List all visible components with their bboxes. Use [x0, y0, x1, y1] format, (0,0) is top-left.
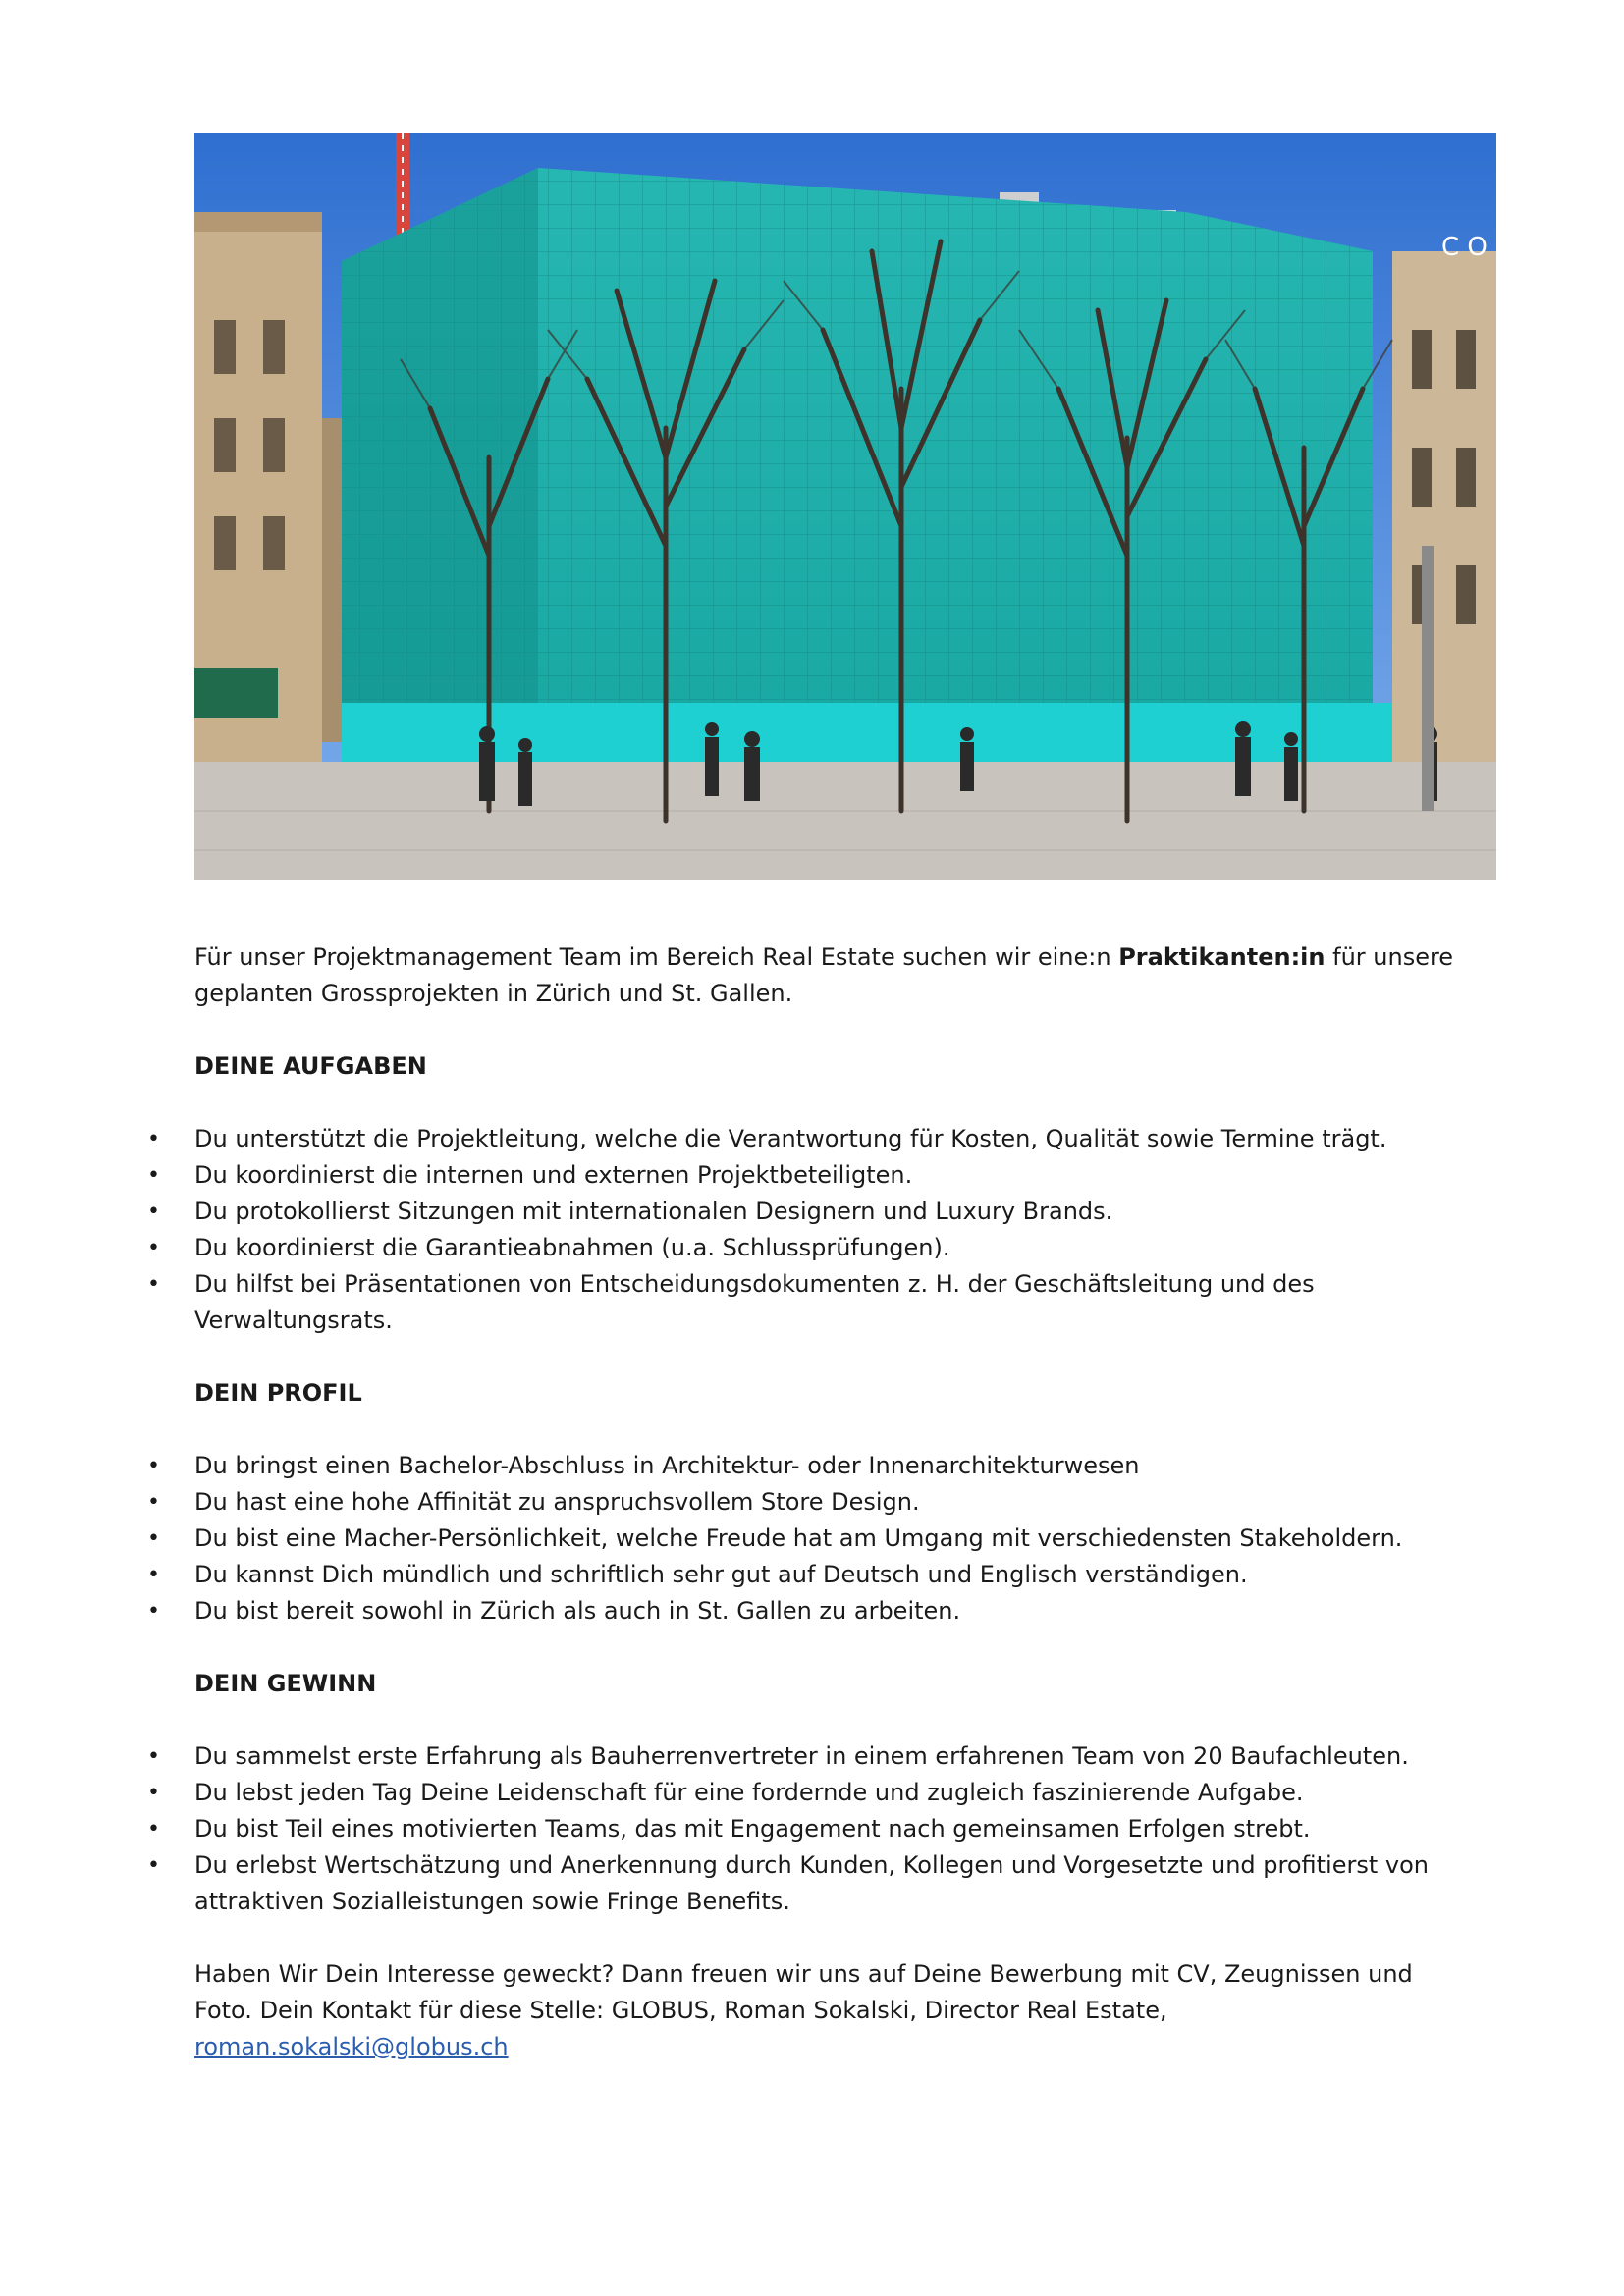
position-title: Praktikanten:in: [1118, 943, 1326, 971]
closing-text: Haben Wir Dein Interesse geweckt? Dann freuen wir uns auf Deine Bewerbung mit CV, Zeugnissen und Foto. Dein Kontakt für diese Stelle: GLOBUS, Roman Sokalski, Director Real Estate,: [194, 1960, 1413, 2024]
list-item-text: Du unterstützt die Projektleitung, welche die Verantwortung für Kosten, Qualität sowie Termine trägt.: [194, 1125, 1387, 1152]
bullet-icon: •: [147, 1454, 160, 1478]
intro-paragraph: [194, 939, 1471, 1012]
job-description: [147, 939, 1471, 2089]
list-item-text: Du bringst einen Bachelor-Abschluss in Architektur- oder Innenarchitekturwesen: [194, 1452, 1140, 1479]
bullet-icon: •: [147, 1200, 160, 1224]
list-item-text: Du lebst jeden Tag Deine Leidenschaft für eine fordernde und zugleich faszinierende Aufgabe.: [194, 1779, 1304, 1806]
list-gewinn: [147, 1738, 1471, 1920]
list-item-text: Du hilfst bei Präsentationen von Entscheidungsdokumenten z. H. der Geschäftsleitung und des Verwaltungsrats.: [194, 1270, 1315, 1334]
bullet-icon: •: [147, 1163, 160, 1188]
intro-text-end: für unsere geplanten Grossprojekten in Zürich und St. Gallen.: [194, 943, 1454, 1007]
intro-text: Für unser Projektmanagement Team im Bereich Real Estate suchen wir eine:n: [194, 943, 1119, 971]
bullet-icon: •: [147, 1853, 160, 1878]
list-item: [147, 1230, 1471, 1266]
list-item: [147, 1738, 1471, 1775]
list-item-text: Du sammelst erste Erfahrung als Bauherrenvertreter in einem erfahrenen Team von 20 Baufachleuten.: [194, 1742, 1409, 1770]
list-item-text: Du protokollierst Sitzungen mit internationalen Designern und Luxury Brands.: [194, 1198, 1113, 1225]
section-heading-profil: DEIN PROFIL: [194, 1379, 362, 1407]
bullet-icon: •: [147, 1236, 160, 1260]
list-item-text: Du bist eine Macher-Persönlichkeit, welche Freude hat am Umgang mit verschiedensten Stakeholdern.: [194, 1524, 1403, 1552]
bullet-icon: •: [147, 1781, 160, 1805]
list-item: [147, 1121, 1471, 1157]
list-item: [147, 1484, 1471, 1521]
section-heading-gewinn: DEIN GEWINN: [194, 1670, 377, 1697]
bullet-icon: •: [147, 1599, 160, 1624]
list-item: [147, 1593, 1471, 1629]
list-item-text: Du koordinierst die internen und externen Projektbeteiligten.: [194, 1161, 913, 1189]
list-item: [147, 1811, 1471, 1847]
list-item: [147, 1157, 1471, 1194]
list-item-text: Du erlebst Wertschätzung und Anerkennung durch Kunden, Kollegen und Vorgesetzte und profitierst von attraktiven Sozialleistungen sowie Fringe Benefits.: [194, 1851, 1429, 1915]
list-item: [147, 1194, 1471, 1230]
list-aufgaben: [147, 1121, 1471, 1339]
list-item-text: Du koordinierst die Garantieabnahmen (u.a. Schlussprüfungen).: [194, 1234, 950, 1261]
section-heading-aufgaben: DEINE AUFGABEN: [194, 1052, 427, 1080]
bullet-icon: •: [147, 1272, 160, 1297]
bullet-icon: •: [147, 1127, 160, 1151]
list-item: [147, 1448, 1471, 1484]
bullet-icon: •: [147, 1563, 160, 1587]
list-item-text: Du bist Teil eines motivierten Teams, das mit Engagement nach gemeinsamen Erfolgen strebt.: [194, 1815, 1311, 1842]
bullet-icon: •: [147, 1526, 160, 1551]
construction-site-image: [194, 133, 1496, 880]
list-item: [147, 1847, 1471, 1920]
contact-email-link[interactable]: roman.sokalski@globus.ch: [194, 2033, 509, 2060]
facade-sign: C O: [1441, 233, 1488, 262]
closing-paragraph: [194, 1956, 1471, 2065]
list-item: [147, 1557, 1471, 1593]
list-item: [147, 1521, 1471, 1557]
building-photo: [194, 133, 1496, 880]
bullet-icon: •: [147, 1744, 160, 1769]
bullet-icon: •: [147, 1817, 160, 1842]
list-item: [147, 1775, 1471, 1811]
list-item: [147, 1266, 1471, 1339]
list-item-text: Du kannst Dich mündlich und schriftlich sehr gut auf Deutsch und Englisch verständigen.: [194, 1561, 1248, 1588]
list-item-text: Du hast eine hohe Affinität zu anspruchsvollem Store Design.: [194, 1488, 920, 1516]
list-profil: [147, 1448, 1471, 1629]
list-item-text: Du bist bereit sowohl in Zürich als auch in St. Gallen zu arbeiten.: [194, 1597, 961, 1625]
bullet-icon: •: [147, 1490, 160, 1515]
